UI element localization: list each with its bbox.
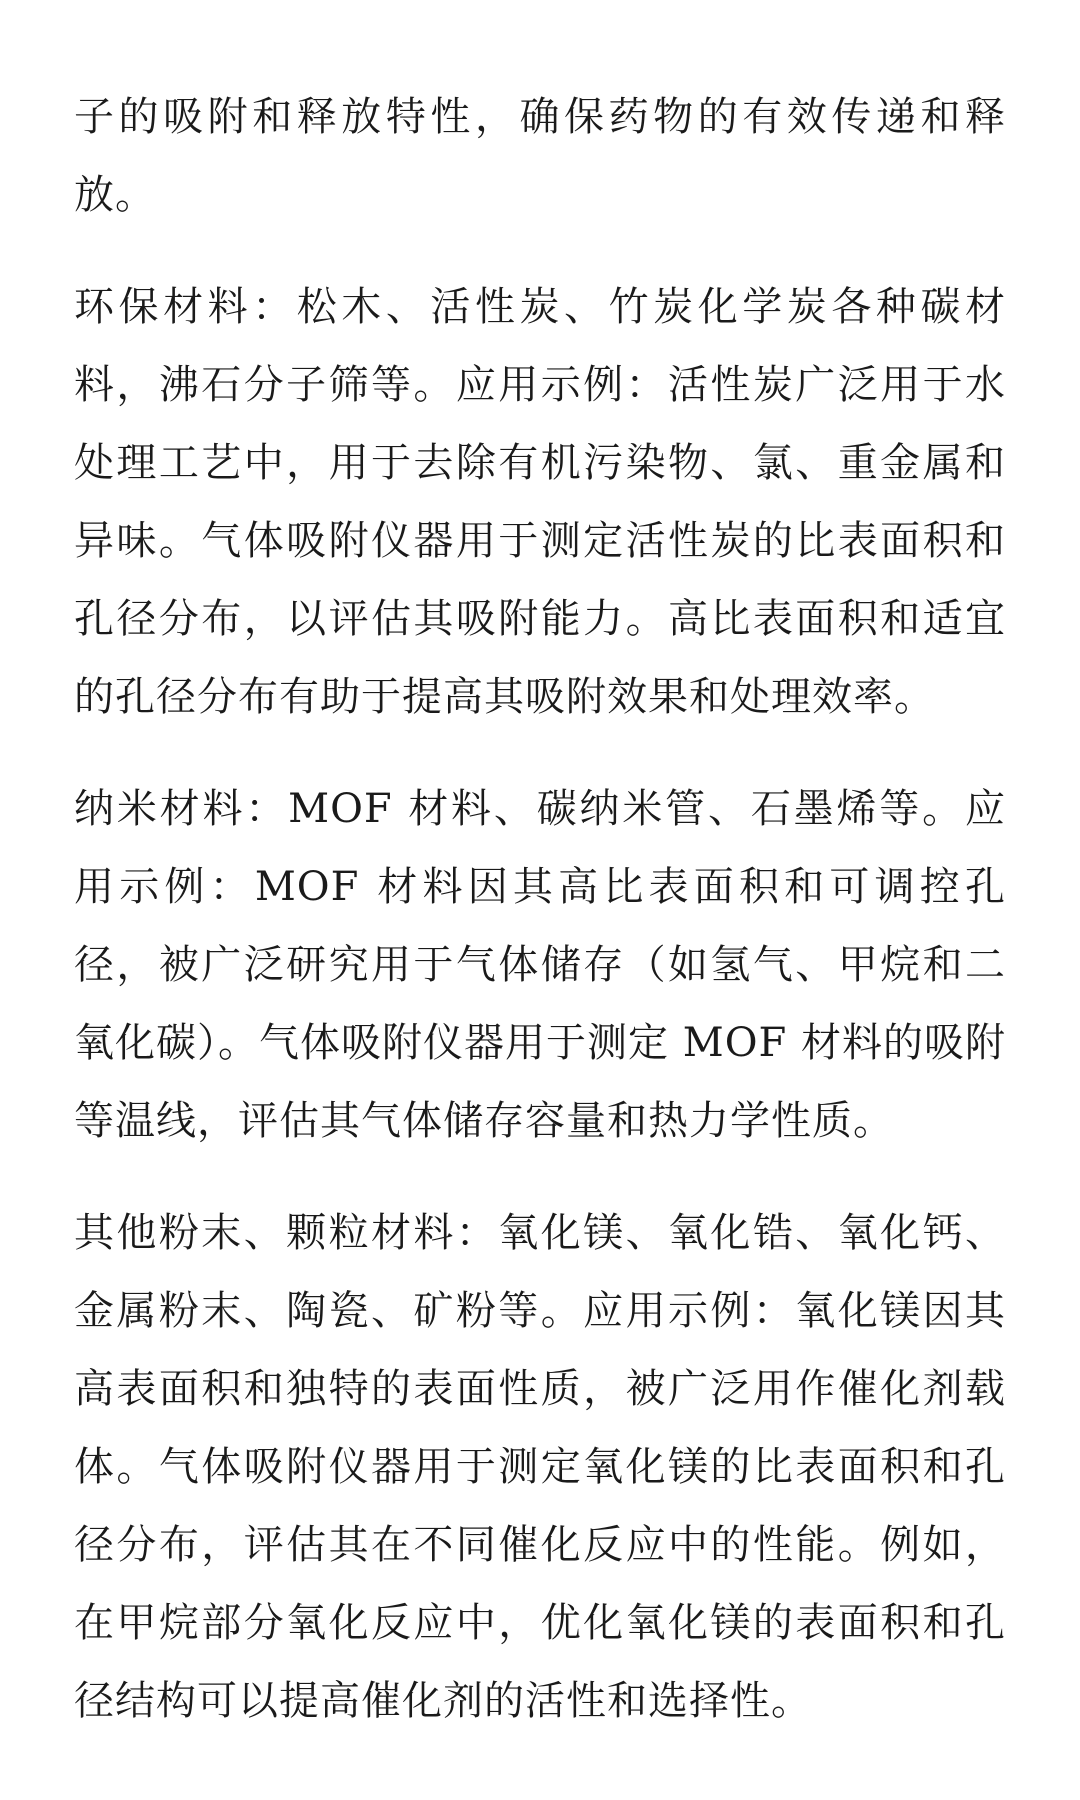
article-body [74, 78, 1006, 1774]
paragraph-drug-delivery: 子的吸附和释放特性，确保药物的有效传递和释放。 [74, 94, 1006, 218]
paragraph-powder-materials: 其他粉末、颗粒材料：氧化镁、氧化锆、氧化钙、金属粉末、陶瓷、矿粉等。应用示例：氧化镁因其高表面积和独特的表面性质，被广泛用作催化剂载体。气体吸附仪器用于测定氧化镁的比表面积和孔径分布，评估其在不同催化反应中的性能。例如，在甲烷部分氧化反应中，优化氧化镁的表面积和孔径结构可以提高催化剂的活性和选择性。 [74, 1210, 1006, 1724]
paragraph-environmental-materials: 环保材料：松木、活性炭、竹炭化学炭各种碳材料，沸石分子筛等。应用示例：活性炭广泛用于水处理工艺中，用于去除有机污染物、氯、重金属和异味。气体吸附仪器用于测定活性炭的比表面积和孔径分布，以评估其吸附能力。高比表面积和适宜的孔径分布有助于提高其吸附效果和处理效率。 [74, 284, 1006, 720]
paragraph-nano-materials: 纳米材料：MOF 材料、碳纳米管、石墨烯等。应用示例：MOF 材料因其高比表面积和可调控孔径，被广泛研究用于气体储存（如氢气、甲烷和二氧化碳）。气体吸附仪器用于测定 MOF 材料的吸附等温线，评估其气体储存容量和热力学性质。 [74, 786, 1006, 1144]
